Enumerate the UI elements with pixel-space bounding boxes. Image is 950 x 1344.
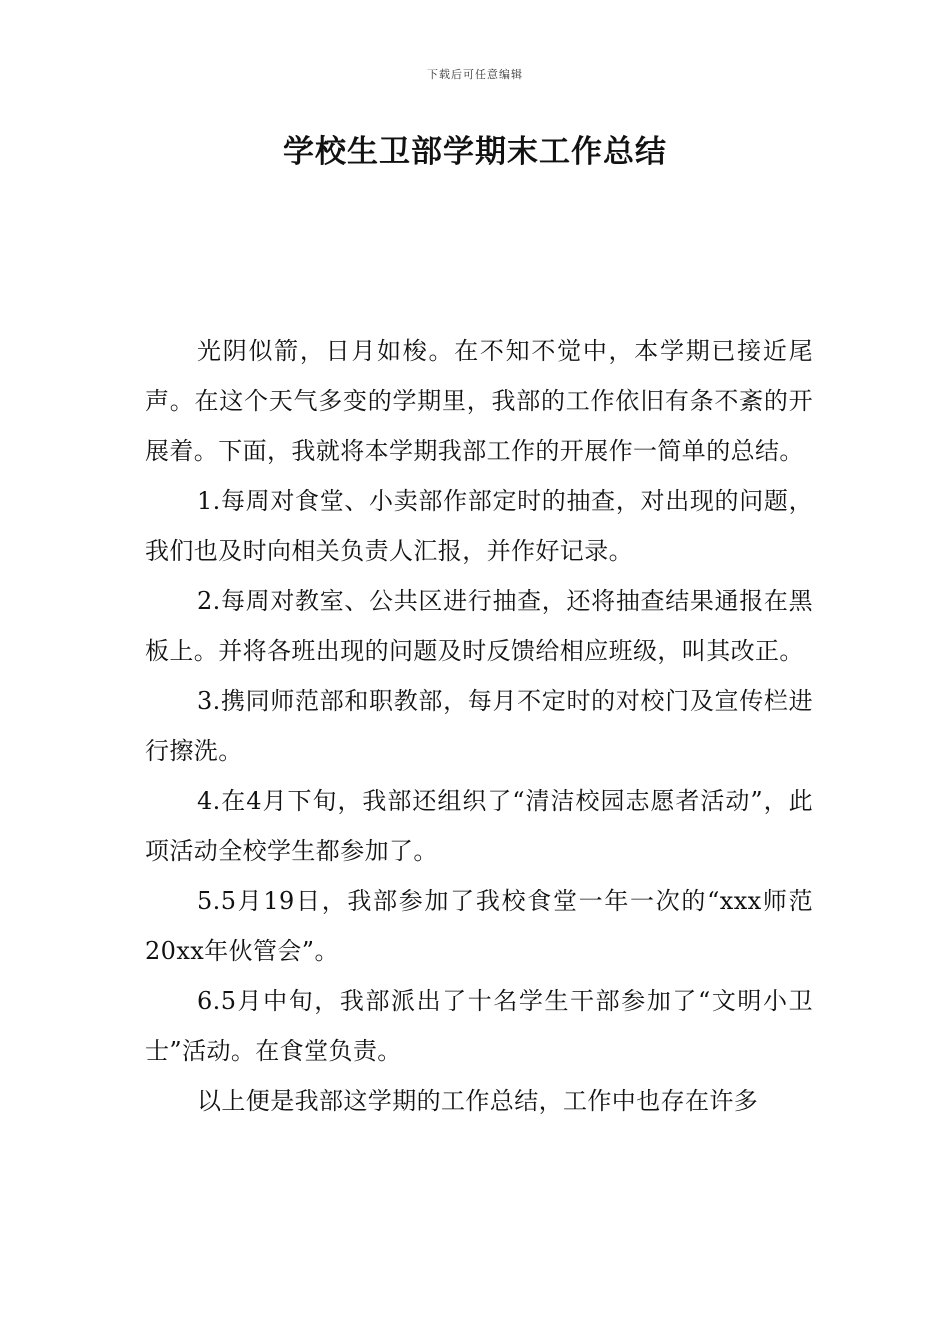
paragraph-item-6: 6.5月中旬，我部派出了十名学生干部参加了“文明小卫士”活动。在食堂负责。 xyxy=(145,987,813,1065)
paragraph-item-2: 2.每周对教室、公共区进行抽查，还将抽查结果通报在黑板上。并将各班出现的问题及时反馈给相应班级，叫其改正。 xyxy=(145,587,813,665)
header-note: 下载后可任意编辑 xyxy=(427,68,523,81)
paragraph-conclusion: 以上便是我部这学期的工作总结，工作中也存在许多 xyxy=(197,1087,759,1115)
paragraph-intro: 光阴似箭，日月如梭。在不知不觉中，本学期已接近尾声。在这个天气多变的学期里，我部的工作依旧有条不紊的开展着。下面，我就将本学期我部工作的开展作一简单的总结。 xyxy=(145,337,813,465)
paragraph-item-3: 3.携同师范部和职教部，每月不定时的对校门及宣传栏进行擦洗。 xyxy=(145,687,813,765)
document-title: 学校生卫部学期末工作总结 xyxy=(283,134,667,170)
paragraph-item-1: 1.每周对食堂、小卖部作部定时的抽查，对出现的问题，我们也及时向相关负责人汇报，并作好记录。 xyxy=(145,487,813,565)
paragraph-item-5: 5.5月19日，我部参加了我校食堂一年一次的“xxx师范20xx年伙管会”。 xyxy=(145,887,813,965)
paragraph-item-4: 4.在4月下旬，我部还组织了“清洁校园志愿者活动”，此项活动全校学生都参加了。 xyxy=(145,787,813,865)
document-body xyxy=(145,326,813,1126)
